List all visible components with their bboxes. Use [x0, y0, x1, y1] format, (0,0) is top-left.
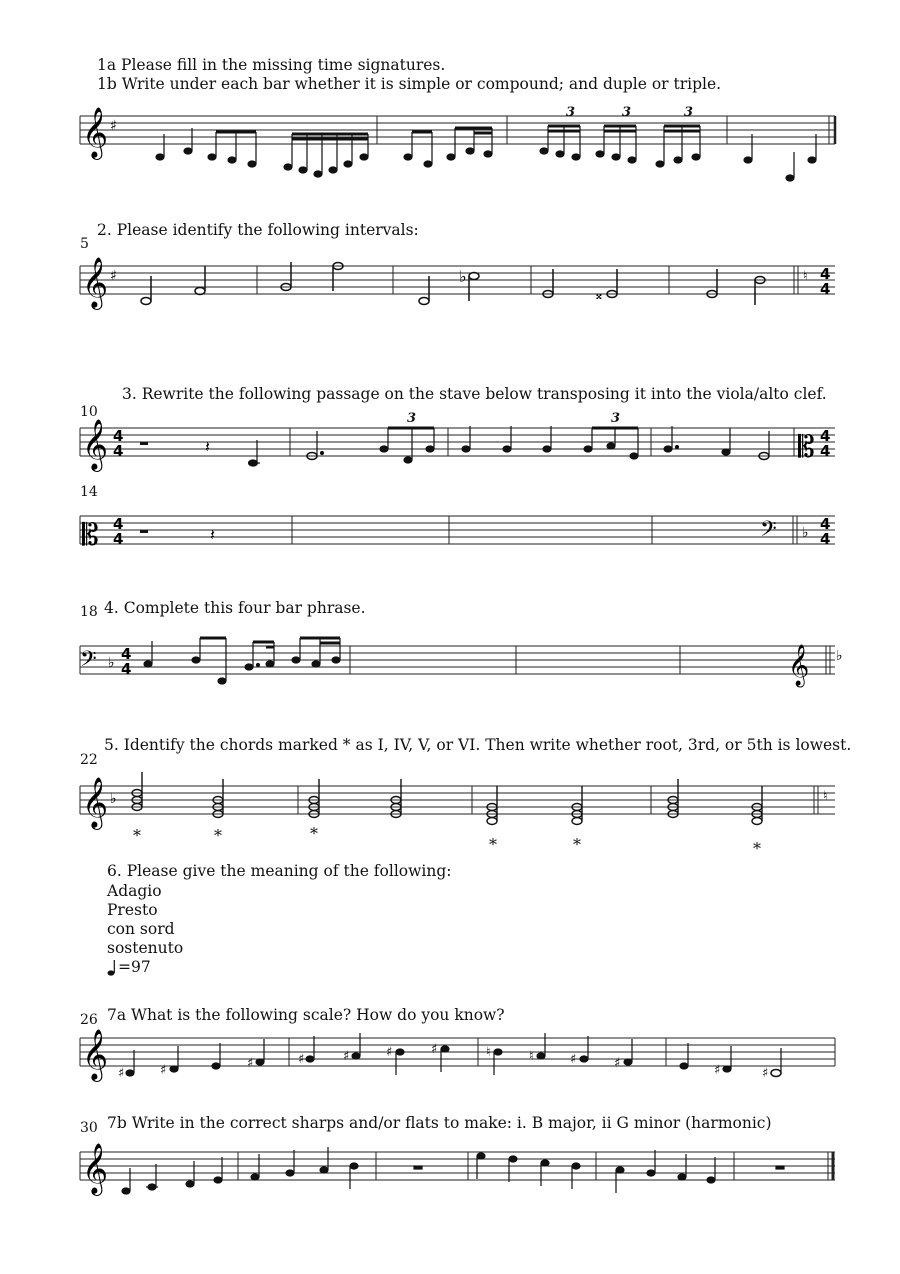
chord-mark: * — [310, 824, 318, 843]
quarter-note-icon — [107, 959, 116, 977]
chord-mark: * — [214, 826, 222, 845]
triplet-mark: 3 — [684, 105, 694, 120]
triplet-mark: 3 — [566, 105, 576, 120]
sharp-icon: ♯ — [110, 268, 117, 284]
half-rest — [140, 530, 148, 533]
flat-icon: ♭ — [836, 648, 843, 664]
question-7a: 7a What is the following scale? How do you know? — [107, 1006, 505, 1024]
staff-q4 — [0, 630, 900, 700]
time-signature: 4 — [113, 427, 124, 445]
flat-icon: ♭ — [802, 525, 809, 541]
term-adagio: Adagio — [107, 882, 162, 900]
svg-text:♯: ♯ — [386, 1045, 393, 1060]
time-signature: 4 — [820, 265, 831, 283]
time-signature: 4 — [113, 442, 124, 460]
chord-mark: * — [133, 826, 141, 845]
measure-number: 10 — [80, 404, 98, 420]
measure-number: 26 — [80, 1012, 98, 1028]
question-4: 4. Complete this four bar phrase. — [104, 599, 366, 617]
tempo-marking — [107, 958, 183, 977]
svg-text:♯: ♯ — [298, 1052, 305, 1067]
svg-text:♯: ♯ — [714, 1063, 721, 1078]
svg-text:♯: ♯ — [160, 1063, 167, 1078]
sharp-icon: ♯ — [110, 118, 117, 134]
svg-text:♯: ♯ — [343, 1049, 350, 1064]
svg-text:♯: ♯ — [614, 1056, 621, 1071]
time-signature: 4 — [820, 530, 831, 548]
question-3: 3. Rewrite the following passage on the stave below transposing it into the viola/alto clef. — [122, 385, 827, 403]
flat-icon: ♭ — [110, 791, 117, 807]
question-6: 6. Please give the meaning of the following: — [107, 862, 452, 880]
staff-q1 — [0, 100, 900, 180]
term-con-sord: con sord — [107, 920, 175, 938]
terms-list — [107, 882, 183, 977]
svg-text:♯: ♯ — [247, 1056, 254, 1071]
treble-clef-icon: 𝄞 — [82, 1029, 109, 1080]
chord-mark: * — [753, 839, 761, 858]
treble-clef-icon: 𝄞 — [82, 107, 109, 158]
measure-number: 14 — [80, 484, 98, 500]
triplet-mark: 3 — [611, 411, 621, 426]
quarter-rest: 𝄽 — [205, 437, 210, 456]
treble-clef-icon: 𝄞 — [82, 1143, 109, 1194]
natural-icon: ♮ — [803, 269, 808, 284]
time-signature: 4 — [121, 660, 132, 678]
staff-q2 — [0, 250, 900, 330]
staff-q7b — [0, 1136, 900, 1206]
treble-clef-icon: 𝄞 — [788, 645, 810, 686]
time-signature: 4 — [820, 515, 831, 533]
staff-q3-alto — [0, 500, 900, 560]
time-signature: 4 — [820, 427, 831, 445]
measure-number: 18 — [80, 604, 98, 620]
treble-clef-icon: 𝄞 — [82, 777, 109, 828]
time-signature: 4 — [113, 515, 124, 533]
svg-text:♯: ♯ — [118, 1066, 125, 1081]
time-signature: 4 — [121, 645, 132, 663]
svg-text:♯: ♯ — [570, 1052, 577, 1067]
treble-clef-icon: 𝄞 — [82, 257, 109, 308]
term-presto: Presto — [107, 901, 158, 919]
flat-icon: ♭ — [459, 267, 467, 286]
question-1a: 1a Please fill in the missing time signatures. — [97, 56, 446, 74]
half-rest — [140, 442, 148, 445]
bass-clef-icon: 𝄢 — [80, 647, 97, 677]
chord-mark: * — [489, 835, 497, 854]
svg-text:♮: ♮ — [529, 1049, 534, 1064]
flat-icon: ♭ — [108, 655, 115, 671]
measure-number: 5 — [80, 236, 89, 252]
measure-number: 22 — [80, 752, 98, 768]
bass-clef-icon: 𝄢 — [760, 517, 777, 547]
double-sharp-icon: 𝄪 — [596, 288, 602, 303]
staff-q5 — [0, 770, 900, 860]
staff-q7a — [0, 1022, 900, 1092]
svg-text:♯: ♯ — [431, 1042, 438, 1057]
time-signature: 4 — [113, 530, 124, 548]
tempo-value: =97 — [118, 958, 151, 976]
svg-text:♯: ♯ — [762, 1066, 769, 1081]
staff-q3 — [0, 412, 900, 492]
question-7b: 7b Write in the correct sharps and/or flats to make: i. B major, ii G minor (harmonic) — [107, 1114, 772, 1132]
term-sostenuto: sostenuto — [107, 939, 184, 957]
triplet-mark: 3 — [622, 105, 632, 120]
alto-clef-icon: 𝄡 — [82, 518, 99, 553]
treble-clef-icon: 𝄞 — [82, 419, 109, 470]
question-5: 5. Identify the chords marked * as I, IV, V, or VI. Then write whether root, 3rd, or 5th is lowest. — [104, 736, 852, 754]
chord-mark: * — [573, 835, 581, 854]
alto-clef-icon: 𝄡 — [798, 430, 815, 465]
question-2: 2. Please identify the following intervals: — [97, 221, 419, 239]
natural-icon: ♮ — [823, 789, 828, 804]
quarter-rest: 𝄽 — [210, 525, 215, 544]
time-signature: 4 — [820, 442, 831, 460]
question-1b: 1b Write under each bar whether it is simple or compound; and duple or triple. — [97, 75, 722, 93]
svg-text:♮: ♮ — [486, 1045, 491, 1060]
measure-number: 30 — [80, 1120, 98, 1136]
triplet-mark: 3 — [407, 411, 417, 426]
time-signature: 4 — [820, 280, 831, 298]
